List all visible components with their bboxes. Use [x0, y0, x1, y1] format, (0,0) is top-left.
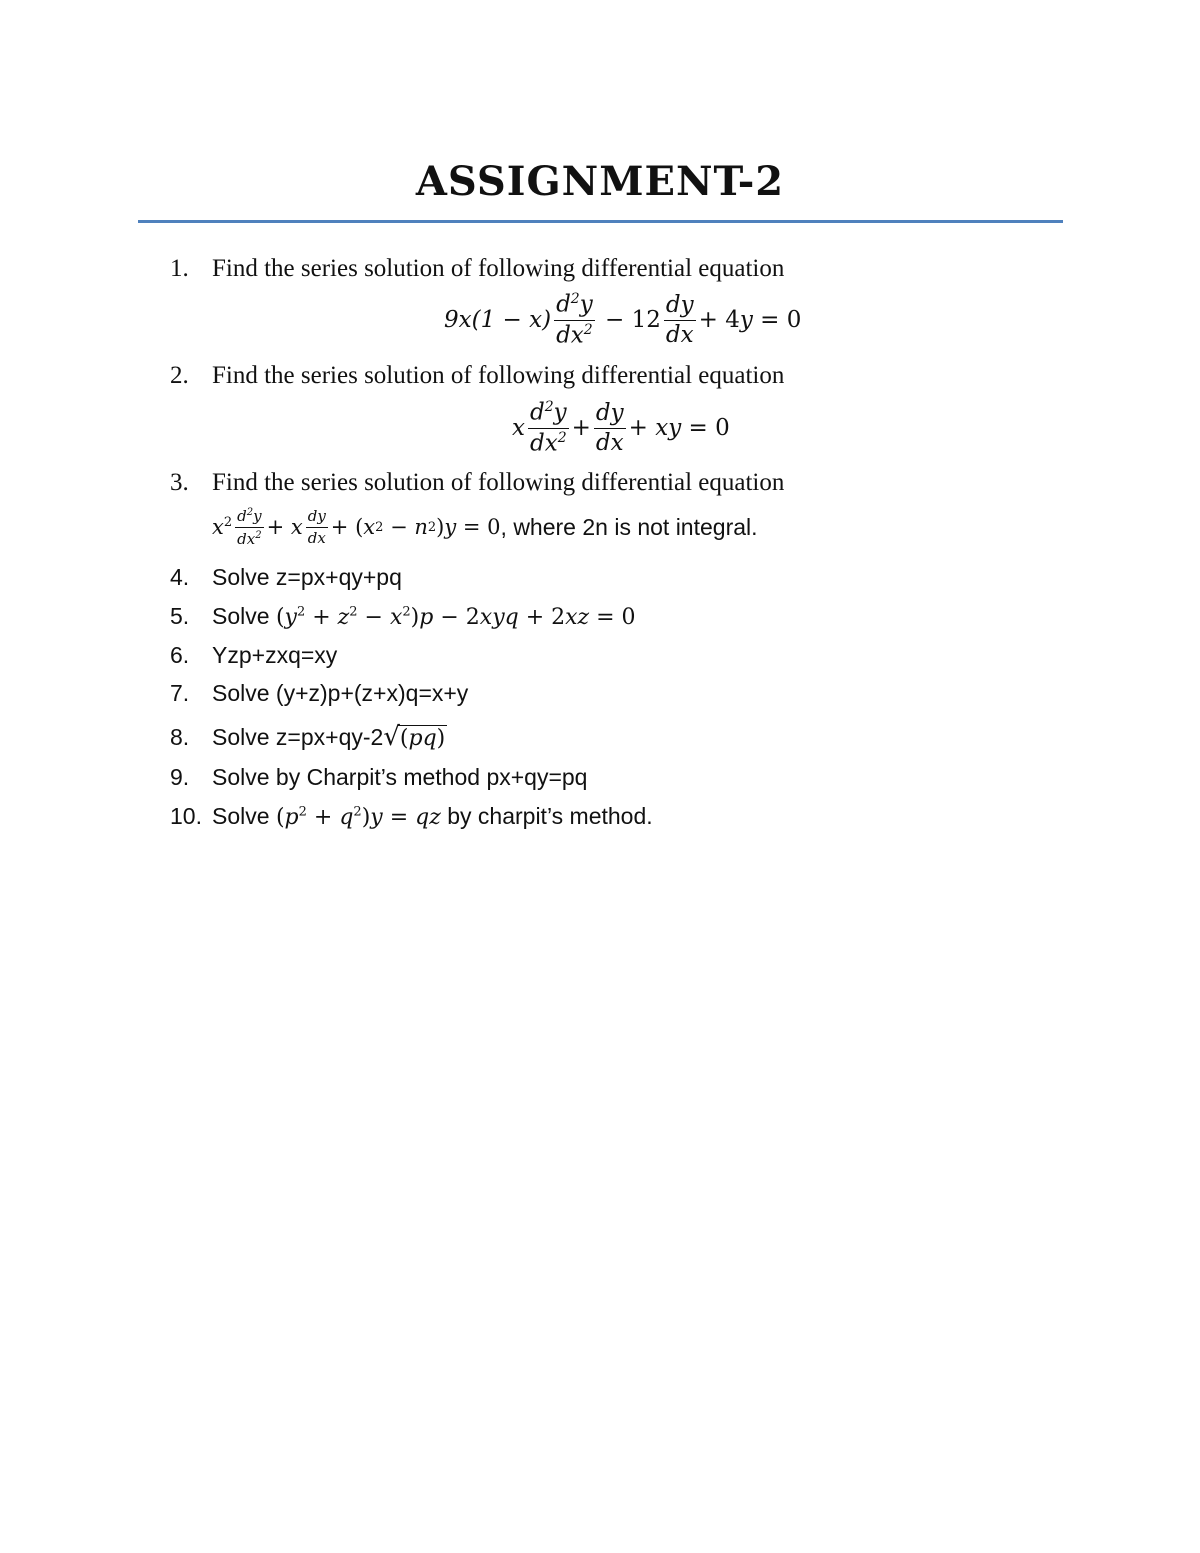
question-text: Solve z=px+qy+pq — [212, 564, 402, 590]
question-number: 1. — [170, 255, 189, 282]
question-text: Solve by Charpit’s method px+qy=pq — [212, 764, 588, 790]
question-7 — [170, 680, 468, 707]
question-text: Solve — [212, 803, 270, 829]
equation-3: $x^2$ $\frac{d^2y}{dx^2}$ + x $\frac{dy}{dx}$ + ( x 2 − n 2 ) y = 0 , where 2n is not integral. — [212, 507, 758, 548]
equation-3-condition: , where 2n is not integral. — [500, 513, 758, 540]
question-number: 5. — [170, 603, 190, 629]
equation-5: $(y^2 + z^2 - x^2)p - 2xyq + 2xz = 0$ — [275, 604, 636, 630]
question-text: Solve — [212, 603, 270, 629]
question-text: Find the series solution of following differential equation — [212, 469, 785, 496]
question-1 — [170, 255, 784, 283]
question-number: 6. — [170, 642, 190, 668]
question-2 — [170, 362, 784, 390]
question-text: Find the series solution of following differential equation — [212, 255, 785, 282]
question-6 — [170, 642, 337, 669]
question-text: Solve z=px+qy-2 — [212, 724, 384, 750]
question-text: Solve (y+z)p+(z+x)q=x+y — [212, 680, 469, 706]
question-8 — [170, 722, 447, 752]
question-9 — [170, 764, 587, 791]
question-number: 9. — [170, 764, 190, 790]
question-4 — [170, 564, 402, 591]
question-number: 10. — [170, 803, 202, 829]
question-text: Yzp+zxq=xy — [212, 642, 338, 668]
equation-10: $(p^2 + q^2)y$ = qz — [275, 804, 441, 830]
page-title: ASSIGNMENT-2 — [415, 158, 785, 205]
question-3 — [170, 469, 784, 497]
question-10-suffix: by charpit’s method. — [440, 803, 653, 829]
sqrt-pq: √(pq) — [383, 722, 446, 752]
question-number: 8. — [170, 724, 190, 750]
question-number: 2. — [170, 362, 189, 389]
question-number: 7. — [170, 680, 190, 706]
question-number: 4. — [170, 564, 190, 590]
question-text: Find the series solution of following differential equation — [212, 362, 785, 389]
question-10 — [170, 803, 653, 830]
equation-2: x $\frac{d^2y}{dx^2}$ + $\frac{dy}{dx}$ + xy = 0 — [512, 399, 730, 457]
question-number: 3. — [170, 469, 189, 496]
title-divider — [138, 220, 1063, 223]
equation-1: 9x(1 − x) $\frac{d^2y}{dx^2}$ − 12 $\frac{dy}{dx}$ + 4 y = 0 — [444, 291, 802, 349]
question-5 — [170, 603, 636, 630]
